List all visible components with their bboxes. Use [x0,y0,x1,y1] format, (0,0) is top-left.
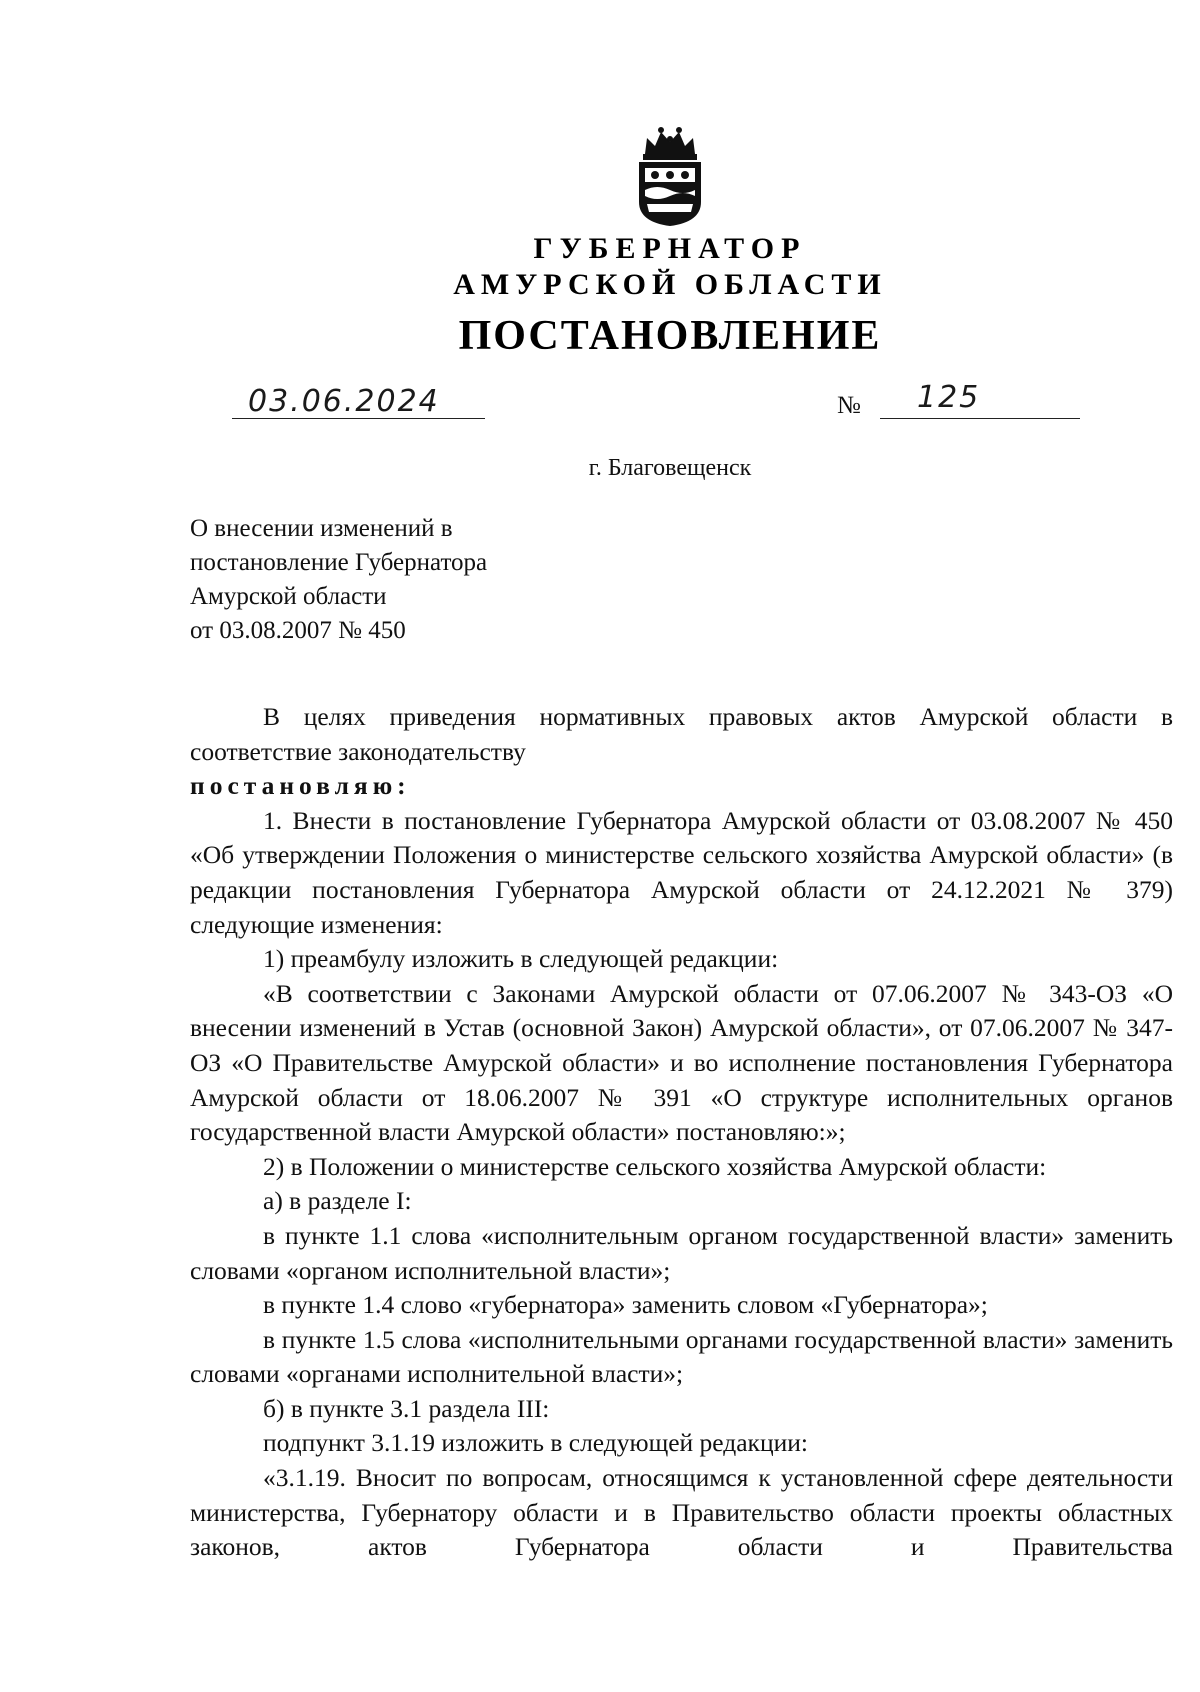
document-type-title: ПОСТАНОВЛЕНИЕ [458,313,882,359]
subject-line: Амурской области [190,583,387,610]
paragraph-clause-1-4: в пункте 1.4 слово «губернатора» заменить словом «Губернатора»; [263,1290,988,1320]
paragraph-subclause-intro: подпункт 3.1.19 изложить в следующей редакции: [263,1428,808,1458]
paragraph-section-3: б) в пункте 3.1 раздела III: [263,1393,550,1423]
decree-word: постановляю: [190,771,411,801]
paragraph-subclause-3-1-19: «3.1.19. Вносит по вопросам, относящимся к установленной сфере деятельности министерства, Губернатору области и в Правительство области проекты областных законов, актов Губернатора области и Правительства [190,1463,1173,1562]
city-line: г. Благовещенск [588,455,752,481]
subject-line: от 03.08.2007 № 450 [190,617,406,644]
amur-coat-of-arms-icon [633,124,707,228]
paragraph-preamble-text: «В соответствии с Законами Амурской области от 07.06.2007 № 343-ОЗ «О внесении изменений в Устав (основной Закон) Амурской области», от 07.06.2007 № 347-ОЗ «О Правительстве Амурской области» и во исполнение постановления Губернатора Амурской области от 18.06.2007 № 391 «О структуре исполнительных органов государственной власти Амурской области» постановляю:»; [190,978,1173,1147]
paragraph-preamble-item: 1) преамбулу изложить в следующей редакции: [263,944,779,974]
subject-line: постановление Губернатора [190,549,488,576]
paragraph-1: 1. Внести в постановление Губернатора Амурской области от 03.08.2007 № 450 «Об утверждении Положения о министерстве сельского хозяйства Амурской области» (в редакции постановления Губернатора Амурской области от 24.12.2021 № 379) следующие изменения: [190,805,1173,939]
document-body [190,700,1173,1565]
subject-line: О внесении изменений в [190,515,453,542]
paragraph-section-1: а) в разделе I: [263,1186,412,1216]
paragraph-clause-1-1: в пункте 1.1 слова «исполнительным органом государственной власти» заменить словами «органом исполнительной власти»; [190,1220,1173,1285]
date-underline [232,418,485,419]
paragraph-clause-1-5: в пункте 1.5 слова «исполнительными органами государственной власти» заменить словами «органами исполнительной власти»; [190,1324,1173,1389]
number-sign: № [837,392,861,419]
intro-paragraph: В целях приведения нормативных правовых актов Амурской области в соответствие законодательству [190,702,1173,766]
number-underline [880,418,1080,419]
handwritten-number: 125 [917,380,981,415]
paragraph-regulation-item: 2) в Положении о министерстве сельского хозяйства Амурской области: [263,1151,1047,1181]
authority-title-line1: ГУБЕРНАТОР [533,232,807,265]
authority-title-line2: АМУРСКОЙ ОБЛАСТИ [453,268,887,301]
document-subject [190,512,487,648]
handwritten-date: 03.06.2024 [248,384,440,419]
